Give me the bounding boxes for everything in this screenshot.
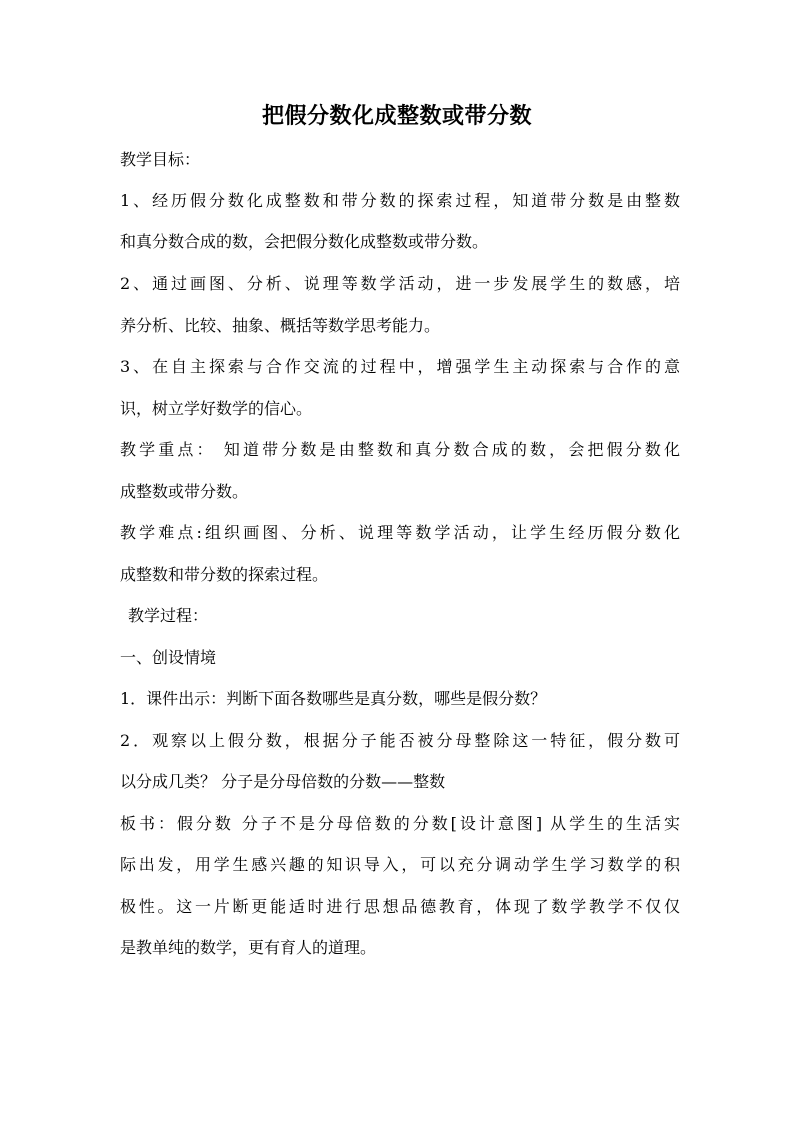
paragraph-line: 1、经历假分数化成整数和带分数的探索过程，知道带分数是由整数 xyxy=(120,191,680,210)
document-title: 把假分数化成整数或带分数 xyxy=(261,103,532,129)
paragraph-line: 养分析、比较、抽象、概括等数学思考能力。 xyxy=(120,316,441,335)
section-heading-objectives: 教学目标： xyxy=(120,150,201,169)
paragraph-line: 识，树立学好数学的信心。 xyxy=(120,399,313,418)
paragraph-line: 成整数和带分数的探索过程。 xyxy=(120,565,329,584)
section-heading-process: 教学过程： xyxy=(128,606,209,625)
paragraph-line: 成整数或带分数。 xyxy=(120,482,249,501)
paragraph-line: 3、在自主探索与合作交流的过程中，增强学生主动探索与合作的意 xyxy=(120,357,680,376)
paragraph-line-key-points: 教学重点： 知道带分数是由整数和真分数合成的数，会把假分数化 xyxy=(120,440,680,459)
section-heading-scenario: 一、创设情境 xyxy=(120,648,217,667)
paragraph-line: 以分成几类？ 分子是分母倍数的分数——整数 xyxy=(120,772,446,791)
paragraph-line: 和真分数合成的数，会把假分数化成整数或带分数。 xyxy=(120,232,489,251)
paragraph-line-difficulties: 教学难点:组织画图、分析、说理等数学活动，让学生经历假分数化 xyxy=(120,523,680,542)
paragraph-line: 际出发，用学生感兴趣的知识导入，可以充分调动学生学习数学的积 xyxy=(120,855,680,874)
paragraph-line: 是教单纯的数学，更有育人的道理。 xyxy=(120,938,377,957)
paragraph-line: 2、通过画图、分析、说理等数学活动，进一步发展学生的数感，培 xyxy=(120,274,680,293)
paragraph-line-board: 板书：假分数 分子不是分母倍数的分数[设计意图] 从学生的生活实 xyxy=(120,814,680,833)
paragraph-line: 极性。这一片断更能适时进行思想品德教育，体现了数学教学不仅仅 xyxy=(120,897,680,916)
paragraph-line: 1．课件出示：判断下面各数哪些是真分数，哪些是假分数？ xyxy=(120,689,547,708)
paragraph-line: 2．观察以上假分数，根据分子能否被分母整除这一特征，假分数可 xyxy=(120,731,680,750)
